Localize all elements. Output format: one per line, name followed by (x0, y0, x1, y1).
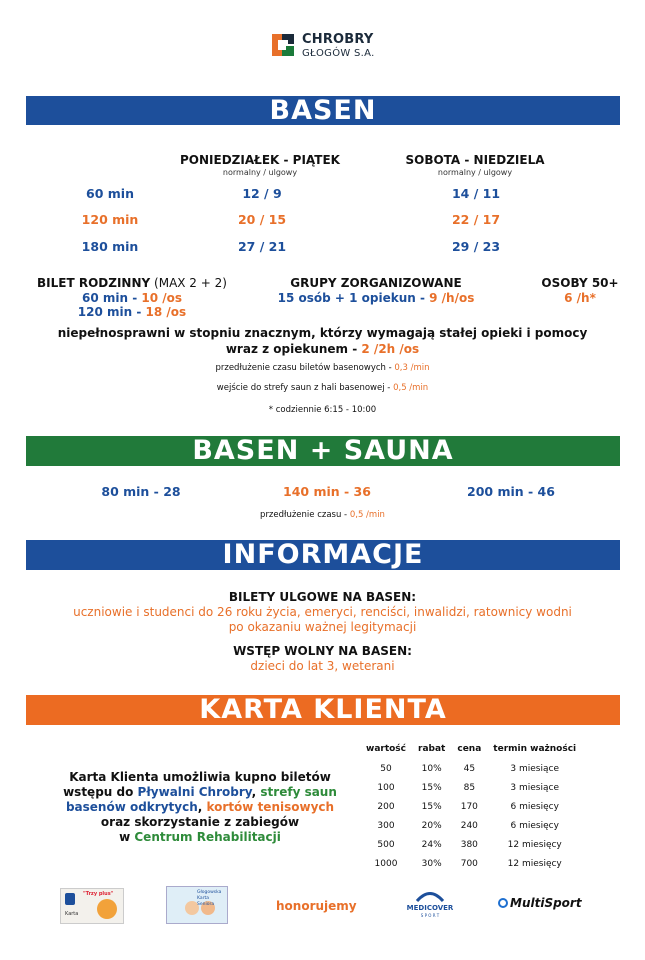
weekend-header: SOBOTA - NIEDZIELA (405, 153, 545, 167)
karta-cell: 6 miesięcy (510, 820, 559, 831)
weekday-header: PONIEDZIAŁEK - PIĄTEK (180, 153, 340, 167)
karta-desc-sauna: strefy saun (260, 785, 337, 799)
karta-header-0: wartość (366, 744, 407, 754)
karta-cell: 15% (421, 782, 442, 793)
disabled-price: 2 /2h /os (361, 342, 420, 356)
karta-cell: 1000 (374, 858, 398, 869)
karta-table (360, 744, 582, 877)
table-row (360, 782, 582, 801)
disabled-line2: wraz z opiekunem - (225, 342, 362, 356)
logo-name: CHROBRY (302, 32, 374, 47)
duration-0: 60 min (86, 186, 134, 201)
weekday-price-0: 12 / 9 (242, 186, 282, 201)
seniors-ticket (530, 276, 630, 305)
trzy-plus-label: Karta (65, 911, 79, 917)
table-row (360, 820, 582, 839)
karta-description (50, 770, 350, 845)
medicover-name: MEDICOVER (406, 904, 454, 912)
duration-2: 180 min (81, 239, 139, 254)
senior-card-label: Głogowska Karta Seniora (197, 890, 222, 907)
disabled-line1: niepełnosprawni w stopniu znacznym, którzy wymagają stałej opieki i pomocy (57, 326, 588, 340)
karta-desc-line1: Karta Klienta umożliwia kupno biletów (69, 770, 331, 784)
groups-title: GRUPY ZORGANIZOWANE (290, 276, 462, 290)
sauna-entry-price: 0,5 /min (393, 383, 429, 393)
senior-card (166, 886, 228, 924)
karta-desc-line2a: wstępu do (63, 785, 138, 799)
karta-banner: KARTA KLIENTA (26, 695, 620, 725)
karta-cell: 85 (463, 782, 476, 793)
karta-cell: 6 miesięcy (510, 801, 559, 812)
weekend-subheader: normalny / ulgowy (437, 168, 513, 177)
karta-header-1: rabat (418, 744, 446, 754)
informacje-banner: INFORMACJE (26, 540, 620, 570)
karta-cell: 100 (377, 782, 395, 793)
karta-cell: 700 (460, 858, 478, 869)
karta-cell: 300 (377, 820, 395, 831)
basen-banner: BASEN (26, 96, 620, 125)
karta-desc-line5a: w (119, 830, 135, 844)
karta-cell: 50 (380, 763, 392, 774)
daily-note: * codziennie 6:15 - 10:00 (268, 405, 377, 415)
karta-desc-comma2: , (197, 800, 207, 814)
sauna-extension-info (20, 510, 625, 520)
sauna-item-1: 140 min - 36 (283, 484, 371, 499)
karta-cell: 24% (421, 839, 442, 850)
chrobry-logo-icon (268, 30, 298, 60)
basen-sauna-banner: BASEN + SAUNA (26, 436, 620, 466)
karta-cell: 3 miesiące (510, 763, 559, 774)
groups-price: 9 /h/os (429, 291, 475, 305)
karta-desc-outdoor: basenów odkrytych (65, 800, 198, 814)
table-row (360, 858, 582, 877)
reduced-info (20, 590, 625, 635)
logo-sub: GŁOGÓW S.A. (302, 48, 375, 59)
karta-desc-tennis: kortów tenisowych (206, 800, 335, 814)
reduced-title: BILETY ULGOWE NA BASEN: (228, 590, 417, 604)
weekend-price-1: 22 / 17 (451, 212, 501, 227)
free-line: dzieci do lat 3, weterani (250, 659, 395, 673)
sauna-entry-info (20, 383, 625, 393)
karta-cell: 200 (377, 801, 395, 812)
family-line2-price: 18 /os (145, 305, 187, 319)
duration-1: 120 min (81, 212, 139, 227)
trzy-plus-card (60, 888, 124, 924)
karta-cell: 3 miesiące (510, 782, 559, 793)
medicover-logo (405, 890, 455, 924)
karta-cell: 10% (421, 763, 442, 774)
karta-table-header (360, 744, 582, 763)
sauna-extension-label: przedłużenie czasu - (260, 510, 350, 520)
sauna-item-2: 200 min - 46 (467, 484, 555, 499)
multisport-name: MultiSport (510, 896, 582, 910)
family-line1-price: 10 /os (141, 291, 183, 305)
sauna-entry-label: wejście do strefy saun z hali basenowej - (216, 383, 394, 393)
reduced-line2: po okazaniu ważnej legitymacji (228, 620, 417, 634)
extension-price: 0,3 /min (394, 363, 430, 373)
table-row (360, 763, 582, 782)
trzy-plus-figures-icon (97, 899, 117, 919)
disabled-info (20, 325, 625, 357)
weekend-price-2: 29 / 23 (451, 239, 501, 254)
karta-desc-pool: Pływalni Chrobry (137, 785, 252, 799)
karta-cell: 500 (377, 839, 395, 850)
karta-cell: 45 (463, 763, 476, 774)
extension-info (20, 363, 625, 373)
karta-cell: 30% (421, 858, 442, 869)
karta-header-2: cena (457, 744, 482, 754)
family-note: (MAX 2 + 2) (154, 276, 227, 290)
weekday-price-2: 27 / 21 (237, 239, 287, 254)
karta-cell: 240 (460, 820, 478, 831)
table-row (360, 801, 582, 820)
karta-desc-comma1: , (251, 785, 261, 799)
weekday-subheader: normalny / ulgowy (222, 168, 298, 177)
karta-header-3: termin ważności (493, 744, 577, 754)
trzy-plus-title: "Trzy plus" (83, 891, 114, 897)
groups-ticket (262, 276, 490, 305)
karta-cell: 12 miesięcy (507, 839, 562, 850)
free-info (20, 644, 625, 674)
family-ticket (32, 276, 232, 319)
family-title: BILET RODZINNY (37, 276, 151, 290)
seniors-title: OSOBY 50+ (541, 276, 619, 290)
family-line2-duration: 120 min - (77, 305, 146, 319)
multisport-logo (498, 896, 590, 912)
table-row (360, 839, 582, 858)
multisport-icon (498, 898, 508, 908)
seniors-price: 6 /h* (564, 291, 596, 305)
karta-cell: 20% (421, 820, 442, 831)
honor-text: honorujemy (276, 899, 357, 913)
karta-cell: 15% (421, 801, 442, 812)
free-title: WSTĘP WOLNY NA BASEN: (233, 644, 412, 658)
reduced-line1: uczniowie i studenci do 26 roku życia, emeryci, renciści, inwalidzi, ratownicy wodni (73, 605, 572, 619)
karta-cell: 380 (460, 839, 478, 850)
sauna-extension-price: 0,5 /min (349, 510, 385, 520)
karta-desc-rehab: Centrum Rehabilitacji (134, 830, 281, 844)
weekday-price-1: 20 / 15 (237, 212, 287, 227)
groups-line: 15 osób + 1 opiekun - (277, 291, 430, 305)
medicover-sub: S P O R T (420, 913, 440, 918)
trzy-plus-emblem-icon (65, 893, 75, 905)
extension-label: przedłużenie czasu biletów basenowych - (215, 363, 395, 373)
medicover-arc-icon (415, 890, 445, 902)
karta-cell: 170 (460, 801, 478, 812)
karta-desc-line4: oraz skorzystanie z zabiegów (100, 815, 300, 829)
sauna-item-0: 80 min - 28 (101, 484, 181, 499)
family-line1-duration: 60 min - (81, 291, 142, 305)
weekend-price-0: 14 / 11 (451, 186, 501, 201)
karta-cell: 12 miesięcy (507, 858, 562, 869)
logo (268, 28, 388, 66)
